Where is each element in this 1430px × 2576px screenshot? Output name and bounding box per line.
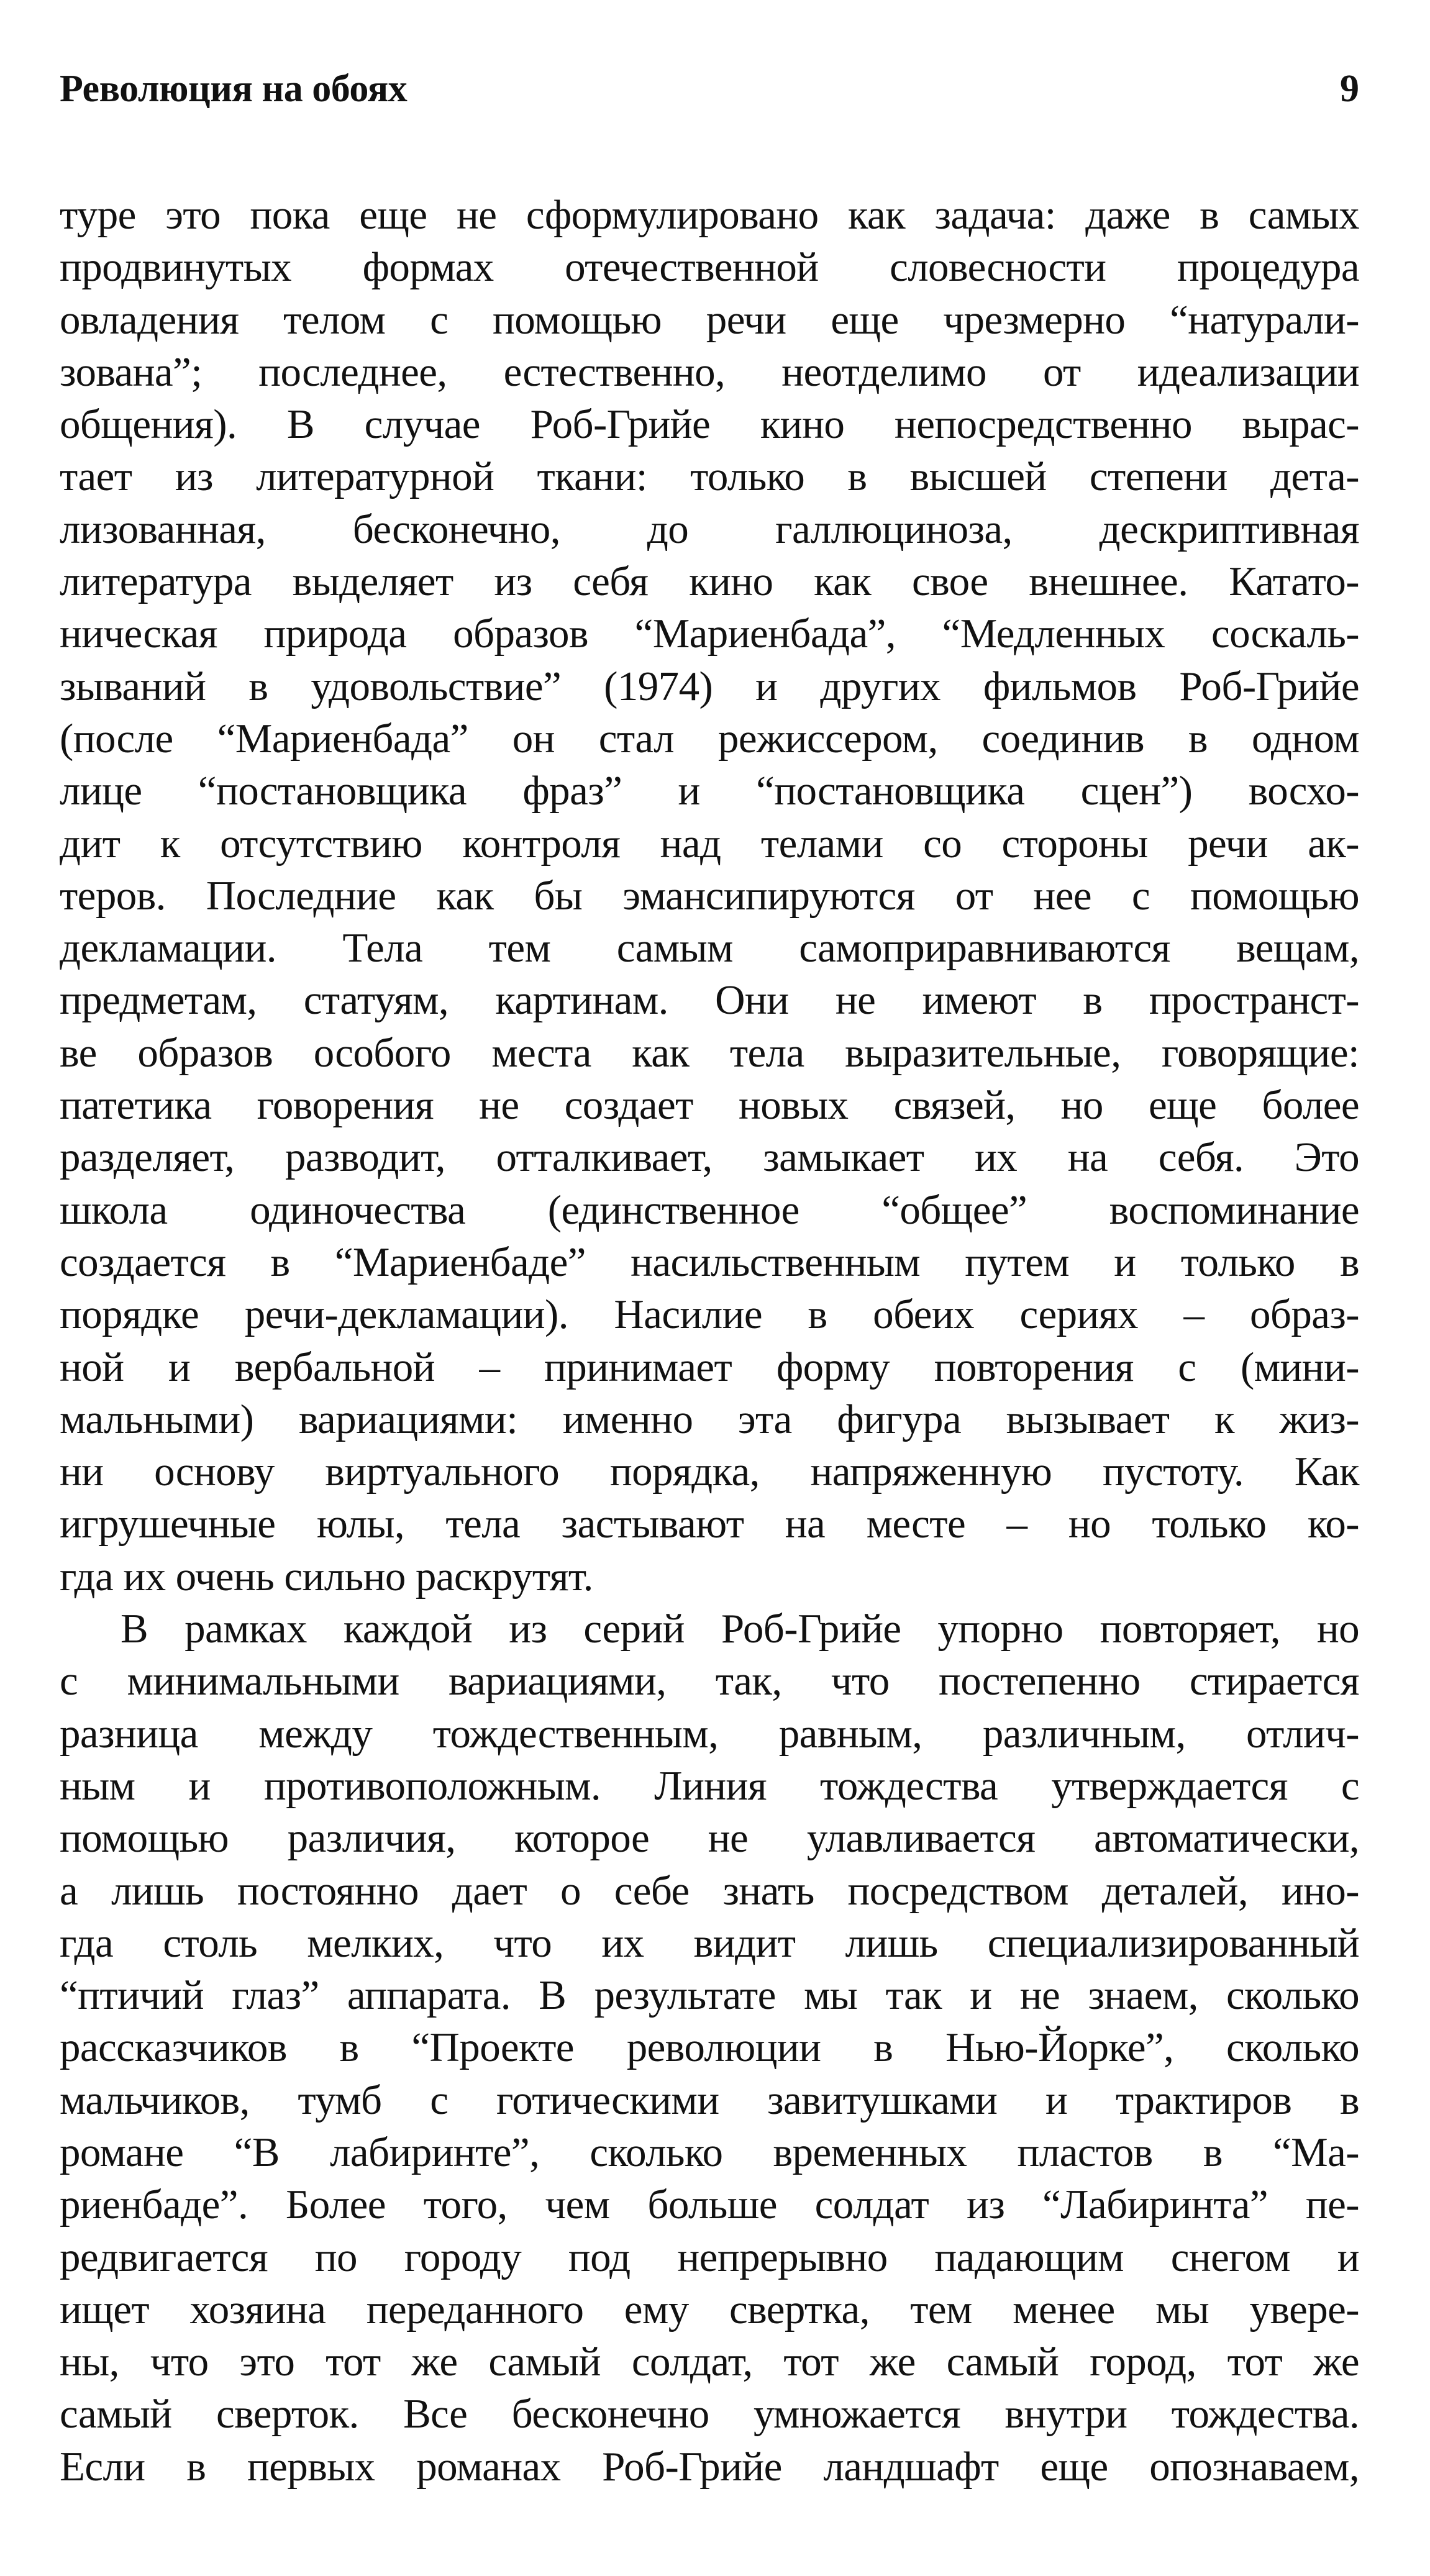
running-title: Революция на обоях (60, 68, 408, 110)
text-line: с минимальными вариациями, так, что постепенно стирается (60, 1658, 1359, 1704)
text-line: романе “В лабиринте”, сколько временных пластов в “Ма- (60, 2129, 1359, 2175)
text-line: риенбаде”. Более того, чем больше солдат из “Лабиринта” пе- (60, 2182, 1359, 2228)
text-line: школа одиночества (единственное “общее” воспоминание (60, 1186, 1359, 1233)
text-line: лице “постановщика фраз” и “постановщика сцен”) восхо- (60, 768, 1359, 814)
text-line: редвигается по городу под непрерывно падающим снегом и (60, 2234, 1359, 2280)
text-line: гда их очень сильно раскрутят. (60, 1553, 593, 1600)
text-line: ищет хозяина переданного ему свертка, тем менее мы увере- (60, 2286, 1359, 2333)
text-line: декламации. Тела тем самым самоприравниваются вещам, (60, 925, 1359, 972)
text-line: мальными) вариациями: именно эта фигура вызывает к жиз- (60, 1396, 1359, 1442)
text-line: (после “Мариенбада” он стал режиссером, соединив в одном (60, 715, 1359, 762)
text-line: лизованная, бесконечно, до галлюциноза, дескриптивная (60, 506, 1359, 552)
text-line: “птичий глаз” аппарата. В результате мы так и не знаем, сколько (60, 1972, 1359, 2019)
text-line: ни основу виртуального порядка, напряженную пустоту. Как (60, 1449, 1359, 1495)
text-line: игрушечные юлы, тела застывают на месте – но только ко- (60, 1501, 1359, 1547)
text-line: патетика говорения не создает новых связей, но еще более (60, 1082, 1359, 1129)
text-line: создается в “Мариенбаде” насильственным путем и только в (60, 1239, 1359, 1285)
text-line: ной и вербальной – принимает форму повторения с (мини- (60, 1344, 1359, 1390)
text-line: туре это пока еще не сформулировано как задача: даже в самых (60, 192, 1359, 238)
text-line: продвинутых формах отечественной словесности процедура (60, 244, 1359, 291)
text-line: мальчиков, тумб с готическими завитушками и трактиров в (60, 2077, 1359, 2123)
text-line: дит к отсутствию контроля над телами со стороны речи ак- (60, 820, 1359, 867)
text-line: ническая природа образов “Мариенбада”, “Медленных соскаль- (60, 611, 1359, 657)
text-line: а лишь постоянно дает о себе знать посредством деталей, ино- (60, 1867, 1359, 1914)
page-number: 9 (1340, 68, 1359, 110)
text-line: рассказчиков в “Проекте революции в Нью-Йорке”, сколько (60, 2024, 1359, 2071)
text-line: ве образов особого места как тела выразительные, говорящие: (60, 1029, 1359, 1076)
text-line: порядке речи-декламации). Насилие в обеих сериях – образ- (60, 1291, 1359, 1338)
text-line: гда столь мелких, что их видит лишь специализированный (60, 1919, 1359, 1966)
body-text (60, 189, 1359, 2493)
text-line: зываний в удовольствие” (1974) и других фильмов Роб-Грийе (60, 663, 1359, 709)
text-line: тает из литературной ткани: только в высшей степени дета- (60, 453, 1359, 500)
text-line: общения). В случае Роб-Грийе кино непосредственно вырас- (60, 401, 1359, 448)
text-line: овладения телом с помощью речи еще чрезмерно “натурали- (60, 296, 1359, 343)
text-line: зована”; последнее, естественно, неотделимо от идеализации (60, 348, 1359, 395)
text-line: помощью различия, которое не улавливается автоматически, (60, 1815, 1359, 1862)
text-line: разделяет, разводит, отталкивает, замыкает их на себя. Это (60, 1134, 1359, 1181)
text-line: самый сверток. Все бесконечно умножается внутри тождества. (60, 2391, 1359, 2437)
text-line: Если в первых романах Роб-Грийе ландшафт еще опознаваем, (60, 2443, 1359, 2490)
text-line: разница между тождественным, равным, различным, отлич- (60, 1710, 1359, 1757)
text-line: предметам, статуям, картинам. Они не имеют в пространст- (60, 977, 1359, 1024)
text-line: литература выделяет из себя кино как свое внешнее. Катато- (60, 558, 1359, 605)
text-line: ны, что это тот же самый солдат, тот же самый город, тот же (60, 2339, 1359, 2385)
running-head (60, 67, 1359, 117)
text-line: В рамках каждой из серий Роб-Грийе упорно повторяет, но (121, 1606, 1359, 1652)
text-line: ным и противоположным. Линия тождества утверждается с (60, 1762, 1359, 1809)
text-line: теров. Последние как бы эмансипируются от нее с помощью (60, 872, 1359, 919)
